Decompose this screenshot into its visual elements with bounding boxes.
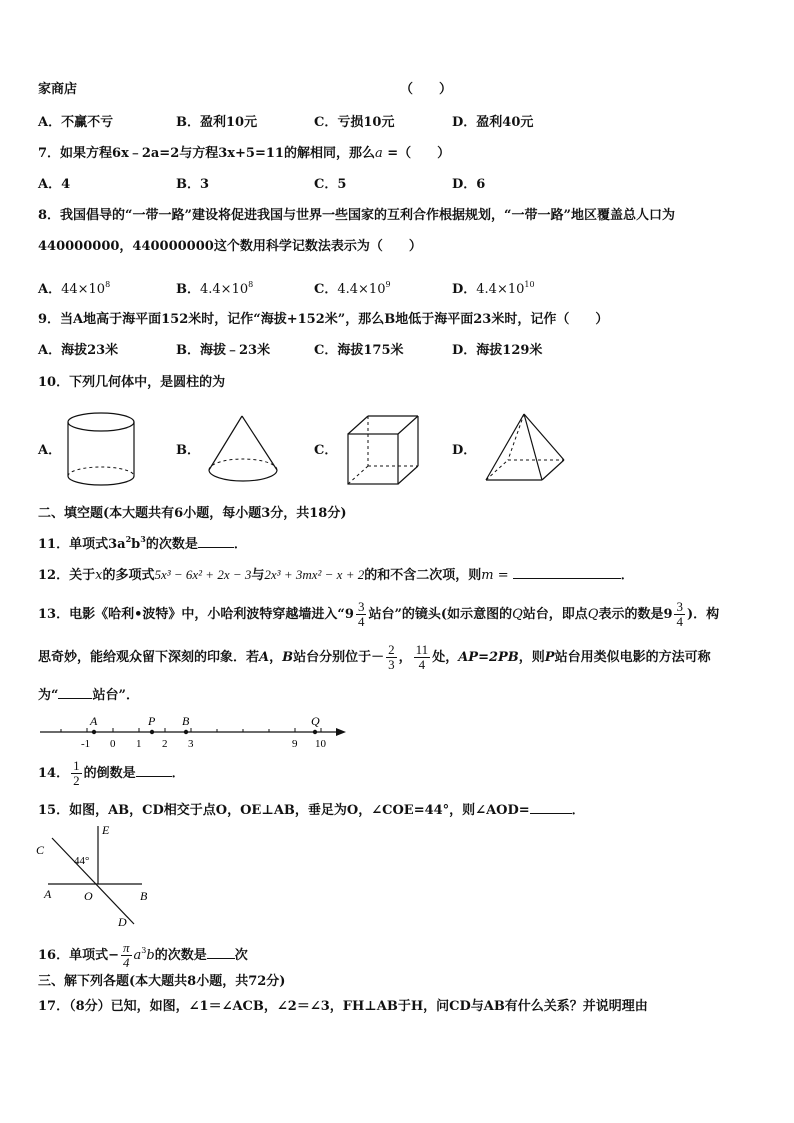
axis-point-label: A bbox=[90, 714, 98, 728]
cone-figure bbox=[204, 410, 284, 490]
axis-tick-label: 3 bbox=[188, 738, 194, 750]
q7-text: 7．如果方程6x﹣2a=2与方程3x+5=11的解相同，那么 bbox=[38, 146, 375, 161]
q17-stem: 17．（8分）已知，如图，∠1＝∠ACB，∠2＝∠3，FH⊥AB于H，问CD与AB有什么关系？并说明理由 bbox=[38, 999, 648, 1014]
q15-answer-blank[interactable] bbox=[530, 801, 572, 814]
q8-stem-line1: 8．我国倡导的“一带一路”建设将促进我国与世界一些国家的互利合作根据规划，“一带一路”地区覆盖总人口为 bbox=[38, 208, 675, 223]
q8-option-d: D．$4.4\times 10^{10}$ bbox=[452, 280, 535, 297]
q8-option-c: C．$4.4\times 10^9$ bbox=[314, 280, 391, 297]
q10-option-d-label: D． bbox=[452, 443, 477, 458]
q13-line3: 为“ 站台”． bbox=[38, 688, 139, 703]
q10-option-b-label: B． bbox=[176, 443, 200, 458]
pyramid-figure bbox=[480, 410, 570, 490]
axis-tick-label: 1 bbox=[136, 738, 142, 750]
cylinder-figure bbox=[64, 410, 144, 490]
axis-point bbox=[150, 730, 154, 734]
q7-tail: =（ ） bbox=[382, 146, 451, 161]
q6-tail-text: 家商店 bbox=[38, 82, 78, 97]
q11-answer-blank[interactable] bbox=[198, 535, 234, 548]
label-A: A bbox=[44, 887, 52, 901]
axis-point bbox=[313, 730, 317, 734]
q10-option-c-label: C． bbox=[314, 443, 338, 458]
q6-option-b: B．盈利10元 bbox=[176, 115, 258, 130]
q12-answer-blank[interactable] bbox=[513, 566, 621, 579]
q14-stem: 14． $\frac{1}{2}$ 的倒数是 ． bbox=[38, 758, 185, 788]
q11-stem: 11．单项式$3a^2b^3$的次数是 ． bbox=[38, 534, 247, 552]
q13-line1: 13．电影《哈利•波特》中，小哈利波特穿越墙进入“9 $\frac{3}{4}$ 站台”的镜头(如示意图的Q站台，即点Q表示的数是9 $\frac{3}{4}$ )．构 bbox=[38, 599, 720, 629]
axis-point-label: B bbox=[182, 714, 190, 728]
q7-option-d: D．6 bbox=[452, 177, 486, 192]
axis-point-label: Q bbox=[311, 714, 320, 728]
q10-stem: 10．下列几何体中，是圆柱的为 bbox=[38, 375, 226, 390]
q8-stem-line2: 440000000，440000000这个数用科学记数法表示为（ ） bbox=[38, 239, 422, 254]
axis-tick-label: 0 bbox=[110, 738, 116, 750]
q9-option-a: A．海拔23米 bbox=[38, 343, 119, 358]
axis-point bbox=[184, 730, 188, 734]
q6-tail bbox=[38, 81, 77, 99]
q9-stem: 9．当A地高于海平面152米时，记作“海拔+152米”，那么B地低于海平面23米时，记作（ ） bbox=[38, 312, 609, 327]
q10-option-a-label: A． bbox=[38, 443, 62, 458]
axis-point bbox=[92, 730, 96, 734]
label-O: O bbox=[84, 889, 93, 903]
q7-option-c: C．5 bbox=[314, 177, 347, 192]
axis-tick-label: -1 bbox=[81, 738, 91, 750]
label-B: B bbox=[140, 889, 148, 903]
q8-option-b: B．$4.4\times 10^8$ bbox=[176, 280, 254, 297]
q6-option-c: C．亏损10元 bbox=[314, 115, 395, 130]
q9-option-c: C．海拔175米 bbox=[314, 343, 404, 358]
q16-answer-blank[interactable] bbox=[207, 946, 235, 959]
label-angle: 44° bbox=[74, 855, 90, 867]
q13-answer-blank[interactable] bbox=[58, 686, 92, 699]
q6-paren: （ ） bbox=[400, 82, 453, 97]
label-C: C bbox=[36, 843, 45, 857]
q9-option-b: B．海拔﹣23米 bbox=[176, 343, 271, 358]
section-3-heading: 三、解下列各题(本大题共8小题，共72分) bbox=[38, 974, 286, 989]
section-2-heading: 二、填空题(本大题共有6小题，每小题3分，共18分) bbox=[38, 506, 347, 521]
cube-figure bbox=[342, 410, 428, 490]
q7-option-a: A．4 bbox=[38, 177, 71, 192]
q6-option-d: D．盈利40元 bbox=[452, 115, 534, 130]
q6-option-a: A．不赢不亏 bbox=[38, 115, 114, 130]
intersecting-lines-figure bbox=[34, 820, 154, 928]
q9-option-d: D．海拔129米 bbox=[452, 343, 543, 358]
q16-stem: 16．单项式− $\frac{\pi}{4}$ $a^3b$的次数是 次 bbox=[38, 940, 248, 970]
q15-stem: 15．如图，AB，CD相交于点O，OE⊥AB，垂足为O，∠COE=44°，则∠AOD= ． bbox=[38, 803, 585, 818]
q7-stem bbox=[38, 145, 450, 163]
q13-line2: 思奇妙，能给观众留下深刻的印象．若A，B站台分别位于－ $\frac{2}{3}$ ， $\frac{11}{4}$ 处，AP=2PB，则P站台用类似电影的方法可称 bbox=[38, 642, 711, 672]
axis-point-label: P bbox=[148, 714, 156, 728]
label-D: D bbox=[118, 915, 127, 928]
axis-tick-label: 2 bbox=[162, 738, 168, 750]
axis-tick-label: 9 bbox=[292, 738, 298, 750]
q8-option-a: A．$44\times 10^8$ bbox=[38, 280, 111, 297]
axis-tick-label: 10 bbox=[315, 738, 326, 750]
q14-answer-blank[interactable] bbox=[136, 764, 172, 777]
q7-var: a bbox=[374, 146, 383, 161]
number-line-figure bbox=[38, 712, 358, 754]
label-E: E bbox=[102, 823, 110, 837]
q7-option-b: B．3 bbox=[176, 177, 210, 192]
q12-stem: 12．关于x的多项式5x³ − 6x² + 2x − 3与2x³ + 3mx² − x + 2的和不含二次项，则m = ． bbox=[38, 567, 634, 583]
